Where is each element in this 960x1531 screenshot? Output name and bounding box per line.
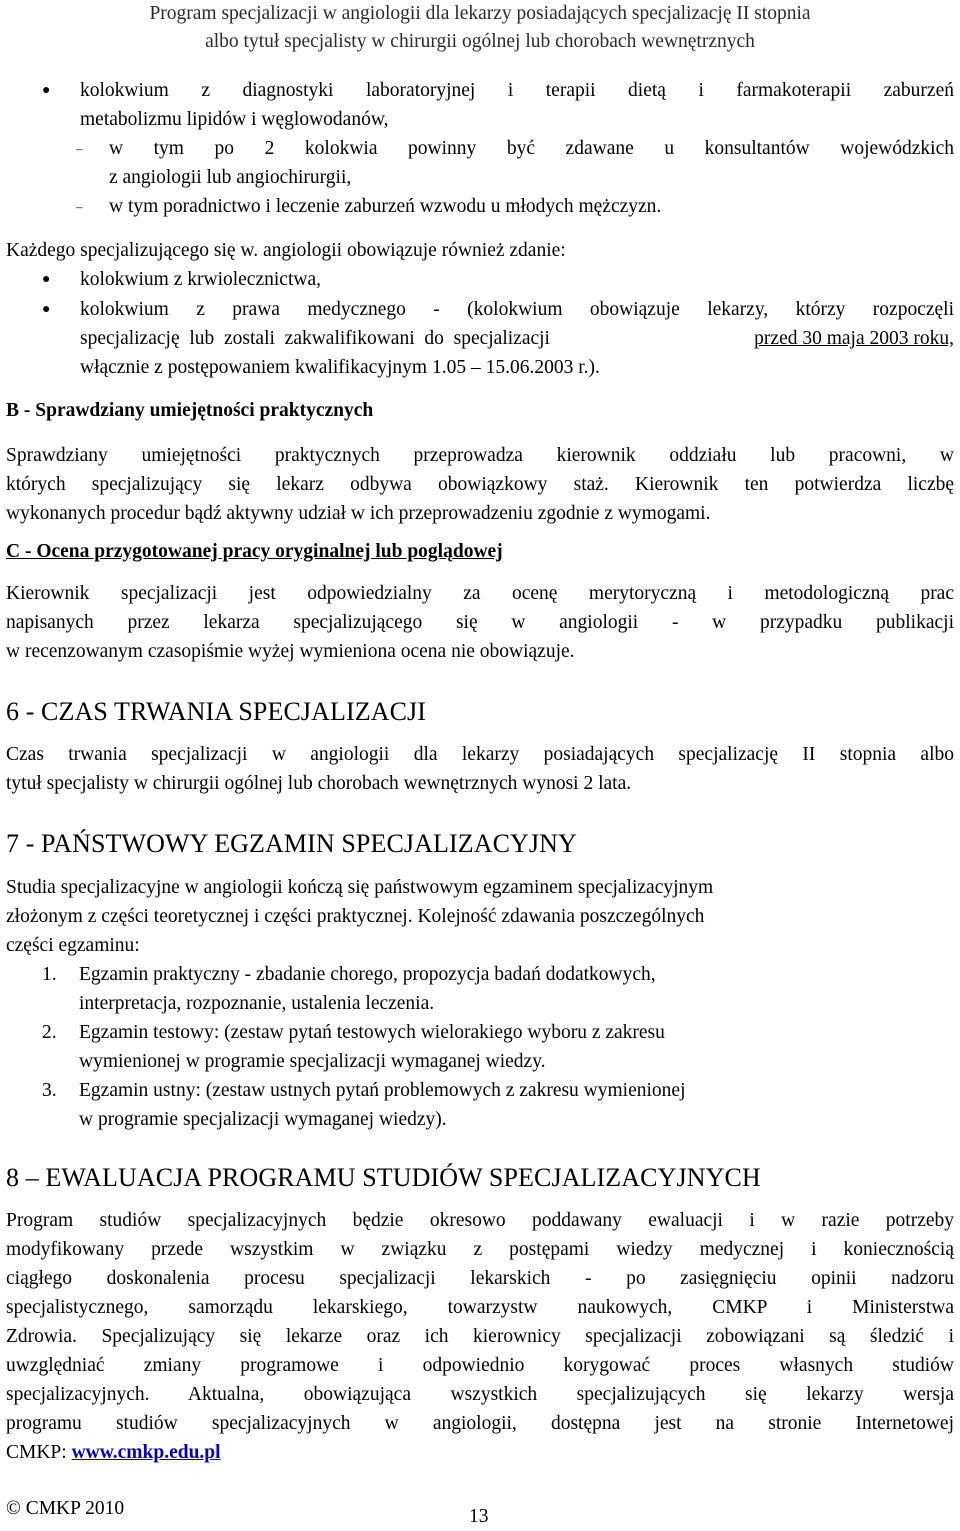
- section-8-line1: Program studiów specjalizacyjnych będzie okresowo poddawany ewaluacji i w razie potrzeby: [6, 1210, 954, 1231]
- exam-item-1-line1: Egzamin praktyczny - zbadanie chorego, propozycja badań dodatkowych,: [79, 964, 656, 985]
- exam-item-3-number: 3.: [42, 1080, 57, 1101]
- section-8-line8: programu studiów specjalizacyjnych w angiologii, dostępna jest na stronie Internetowej: [6, 1413, 954, 1434]
- exam-item-3-line1: Egzamin ustny: (zestaw ustnych pytań problemowych z zakresu wymienionej: [79, 1080, 686, 1101]
- section-c-line1: Kierownik specjalizacji jest odpowiedzialny za ocenę merytoryczną i metodologiczną prac: [6, 583, 954, 604]
- header-line-1: Program specjalizacji w angiologii dla lekarzy posiadających specjalizację II stopnia: [149, 3, 811, 24]
- date-underlined: przed 30 maja 2003 roku,: [754, 328, 954, 349]
- exam-item-2-line2: wymienionej w programie specjalizacji wymaganej wiedzy.: [79, 1051, 546, 1072]
- section-8-line2: modyfikowany przede wszystkim w związku z postępami wiedzy medycznej i koniecznością: [6, 1239, 954, 1260]
- list2-item1-line: kolokwium z krwiolecznictwa,: [80, 269, 321, 290]
- exam-item-1-number: 1.: [42, 964, 57, 985]
- exam-item-2-line1: Egzamin testowy: (zestaw pytań testowych wielorakiego wyboru z zakresu: [79, 1022, 665, 1043]
- section-b-line1: Sprawdziany umiejętności praktycznych przeprowadza kierownik oddziału lub pracowni, w: [6, 445, 954, 466]
- list1-sub1-line1: w tym po 2 kolokwia powinny być zdawane u konsultantów wojewódzkich: [109, 138, 954, 159]
- list1-sub2-line: w tym poradnictwo i leczenie zaburzeń wzwodu u młodych mężczyzn.: [109, 196, 662, 217]
- section-8-line6: uwzględniać zmiany programowe i odpowiednio korygować proces własnych studiów: [6, 1355, 954, 1376]
- bullet-icon: ●: [42, 83, 51, 98]
- bullet-icon: ●: [42, 272, 51, 287]
- section-8-line7: specjalizacyjnych. Aktualna, obowiązująca wszystkich specjalizujących się lekarzy wersja: [6, 1384, 954, 1405]
- section-7-title: 7 - PAŃSTWOWY EGZAMIN SPECJALIZACYJNY: [6, 829, 577, 858]
- section-8-line4: specjalistycznego, samorządu lekarskiego, towarzystw naukowych, CMKP i Ministerstwa: [6, 1297, 954, 1318]
- exam-item-1-line2: interpretacja, rozpoznanie, ustalenia leczenia.: [79, 993, 435, 1014]
- cmkp-website-link[interactable]: www.cmkp.edu.pl: [71, 1442, 221, 1463]
- header-line-2: albo tytuł specjalisty w chirurgii ogólnej lub chorobach wewnętrznych: [205, 30, 755, 52]
- section-7-line3: części egzaminu:: [6, 935, 140, 956]
- dash-icon: –: [76, 141, 83, 156]
- list1-item1-line2: metabolizmu lipidów i węglowodanów,: [80, 109, 389, 130]
- section-6-title: 6 - CZAS TRWANIA SPECJALIZACJI: [6, 697, 427, 726]
- list2-item2-line2: [80, 324, 954, 353]
- section-8-line9: [6, 1438, 221, 1467]
- list1-sub1-line2: z angiologii lub angiochirurgii,: [109, 167, 352, 188]
- page-header: [0, 0, 960, 55]
- section-7-line2: złożonym z części teoretycznej i części praktycznej. Kolejność zdawania poszczególnych: [6, 906, 705, 927]
- list1-item1-line1: kolokwium z diagnostyki laboratoryjnej i terapii dietą i farmakoterapii zaburzeń: [80, 80, 954, 101]
- section-c-line2: napisanych przez lekarza specjalizującego się w angiologii - w przypadku publikacji: [6, 612, 954, 633]
- section-b-line2: których specjalizujący się lekarz odbywa obowiązkowy staż. Kierownik ten potwierdza liczbę: [6, 474, 954, 495]
- section-6-line1: Czas trwania specjalizacji w angiologii dla lekarzy posiadających specjalizację II stopnia albo: [6, 744, 954, 765]
- section-b-title: B - Sprawdziany umiejętności praktycznych: [6, 400, 374, 421]
- list2-item2-line1: kolokwium z prawa medycznego - (kolokwium obowiązuje lekarzy, którzy rozpoczęli: [80, 299, 954, 320]
- footer-copyright: © CMKP 2010: [6, 1498, 125, 1519]
- cmkp-label: CMKP:: [6, 1442, 67, 1463]
- exam-item-3-line2: w programie specjalizacji wymaganej wiedzy).: [79, 1109, 447, 1130]
- intro-line: Każdego specjalizującego się w. angiologii obowiązuje również zdanie:: [6, 240, 566, 261]
- section-8-line3: ciągłego doskonalenia procesu specjalizacji lekarskich - po zasięgnięciu opinii nadzoru: [6, 1268, 954, 1289]
- list2-item2-line2-text: specjalizację lub zostali zakwalifikowani do specjalizacji: [80, 328, 550, 349]
- section-7-line1: Studia specjalizacyjne w angiologii kończą się państwowym egzaminem specjalizacyjnym: [6, 877, 714, 898]
- page-number: 13: [469, 1506, 489, 1527]
- list2-item2-line3: włącznie z postępowaniem kwalifikacyjnym 1.05 – 15.06.2003 r.).: [80, 357, 600, 378]
- exam-item-2-number: 2.: [42, 1022, 57, 1043]
- section-6-line2: tytuł specjalisty w chirurgii ogólnej lub chorobach wewnętrznych wynosi 2 lata.: [6, 773, 632, 794]
- section-8-title: 8 – EWALUACJA PROGRAMU STUDIÓW SPECJALIZACYJNYCH: [6, 1163, 761, 1192]
- bullet-icon: ●: [42, 302, 51, 317]
- section-b-line3: wykonanych procedur bądź aktywny udział w ich przeprowadzeniu zgodnie z wymogami.: [6, 503, 711, 524]
- dash-icon: –: [76, 199, 83, 214]
- section-c-title: C - Ocena przygotowanej pracy oryginalnej lub poglądowej: [6, 541, 503, 562]
- section-8-line5: Zdrowia. Specjalizujący się lekarze oraz ich kierownicy specjalizacji zobowiązani są śledzić i: [6, 1326, 954, 1347]
- section-c-line3: w recenzowanym czasopiśmie wyżej wymieniona ocena nie obowiązuje.: [6, 641, 575, 662]
